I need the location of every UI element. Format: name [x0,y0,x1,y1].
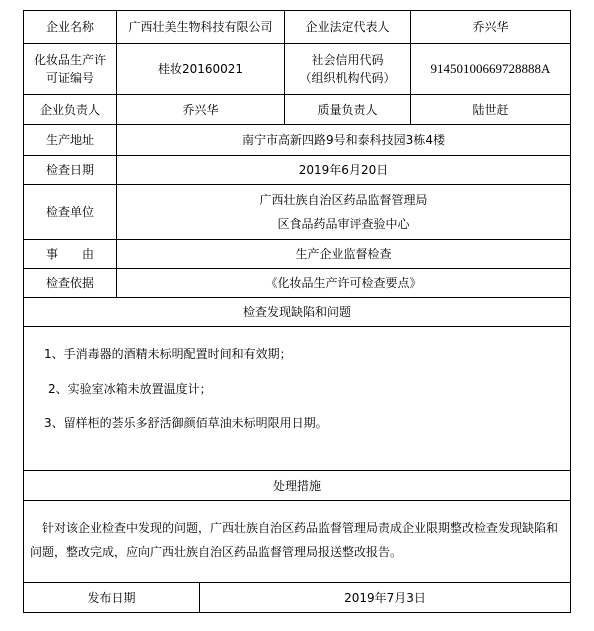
defect-item-3: 3、留样柜的荟乐多舒活御颜佰草油未标明限用日期。 [44,416,328,430]
license-label [24,44,116,94]
measures-header: 处理措施 [272,478,321,493]
quality-label: 质量负责人 [317,102,378,117]
inspection-unit-label: 检查单位 [45,205,94,219]
matter-value: 生产企业监督检查 [295,247,392,261]
license-label-line2: 可证编号 [45,71,94,85]
defect-item-1: 1、手消毒器的酒精未标明配置时间和有效期； [44,347,292,361]
credit-code-label [285,44,410,94]
defect-item-2: 2、实验室冰箱未放置温度计； [48,382,212,396]
quality-value: 陆世赶 [472,102,509,117]
inspection-date-label: 检查日期 [45,163,94,177]
address-value: 南宁市高新四路9号和泰科技园3栋4楼 [242,133,445,147]
license-label-line1: 化妆品生产许 [33,53,106,67]
company-value: 广西壮美生物科技有限公司 [128,20,273,34]
publish-date-value: 2019年7月3日 [344,590,426,605]
license-value: 桂妆20160021 [157,62,244,76]
credit-label-line1: 社会信用代码 [311,53,384,67]
head-value: 乔兴华 [182,102,219,117]
inspection-unit-line1: 广西壮族自治区药品监督管理局 [259,193,428,207]
inspection-unit-value [117,185,570,239]
defects-header: 检查发现缺陷和问题 [242,305,351,319]
matter-label: 事 由 [45,247,94,261]
address-label: 生产地址 [45,133,94,147]
measures-text: 针对该企业检查中发现的问题，广西壮族自治区药品监督管理局责成企业限期整改检查发现缺陷和问题，整改完成，应向广西壮族自治区药品监督管理局报送整改报告。 [30,521,559,559]
inspection-unit-line2: 区食品药品审评查验中心 [277,217,410,231]
basis-label: 检查依据 [45,276,94,290]
company-label: 企业名称 [45,20,94,34]
publish-date-label: 发布日期 [87,590,136,605]
head-label: 企业负责人 [39,102,100,117]
inspection-date-value: 2019年6月20日 [298,163,389,177]
credit-label-line2: （组织机构代码） [299,71,396,85]
credit-code-value: 91450100669728888A [430,61,551,76]
legal-rep-value: 乔兴华 [472,20,509,34]
basis-value: 《化妆品生产许可检查要点》 [265,276,422,290]
legal-rep-label: 企业法定代表人 [305,20,390,34]
